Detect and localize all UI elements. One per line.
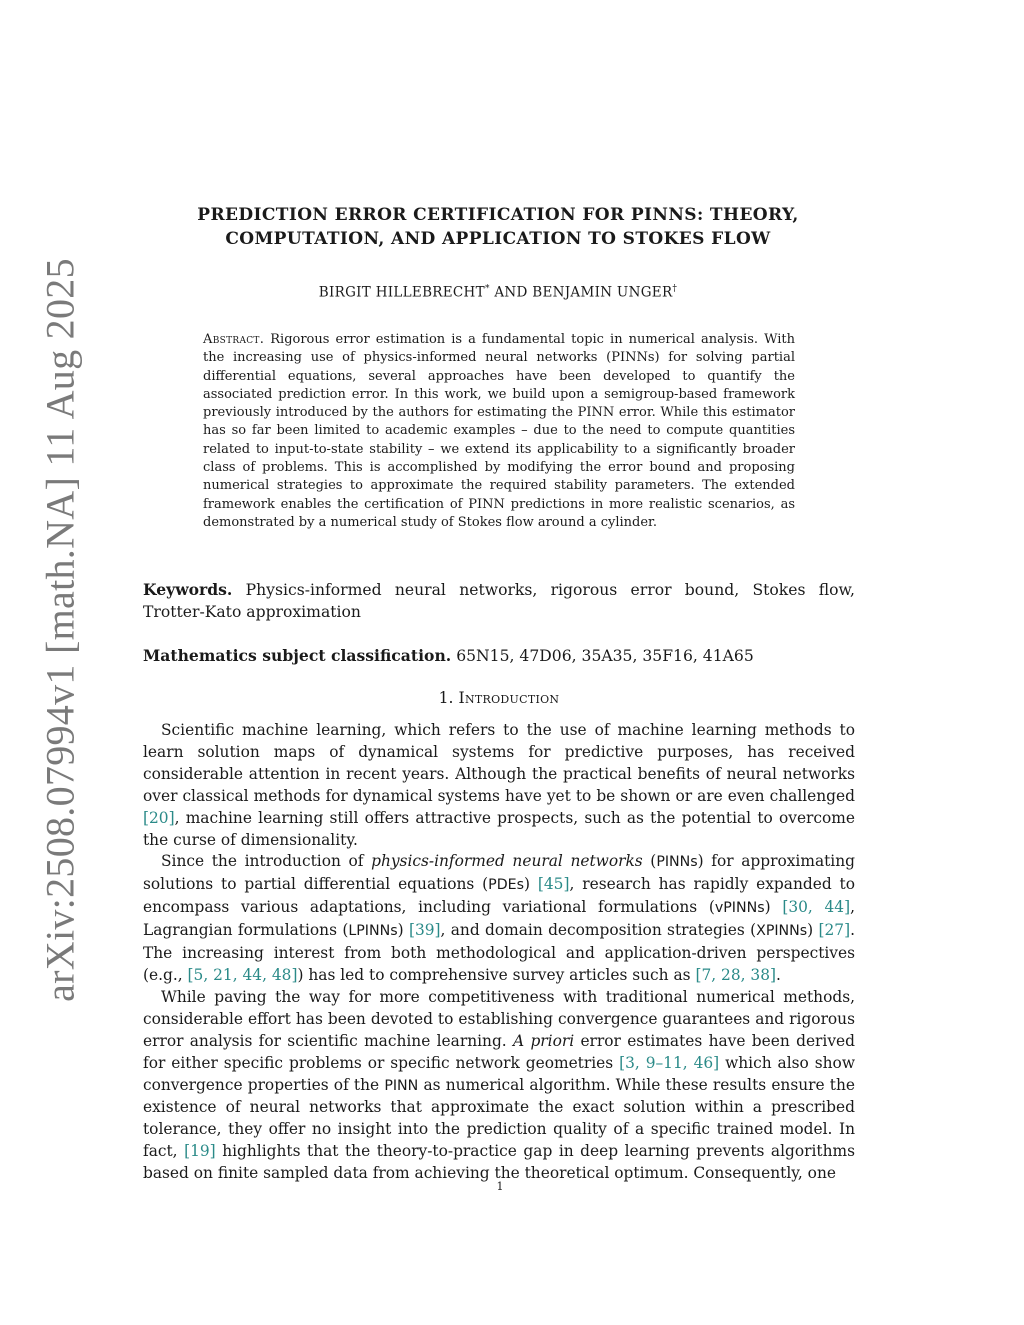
msc-classification — [143, 645, 855, 667]
emphasis: physics-informed neural networks — [371, 852, 643, 871]
keywords-label: Keywords. — [143, 580, 233, 599]
citation-link[interactable]: [30, 44] — [782, 898, 851, 917]
text-run: , research has rapidly expanded to encompass various adaptations, including variational formulations ( — [143, 875, 855, 917]
text-run: . — [776, 965, 781, 984]
citation-link[interactable]: [7, 28, 38] — [695, 965, 776, 984]
text-run: , machine learning still offers attractive prospects, such as the potential to overcome the curse of dimensionality. — [143, 808, 855, 849]
acronym[interactable]: XPINNs — [756, 923, 808, 940]
citation-link[interactable]: [39] — [408, 921, 441, 940]
author-2: BENJAMIN UNGER — [532, 284, 673, 301]
page-number: 1 — [496, 1180, 504, 1193]
text-run: ) has led to comprehensive survey articles such as — [297, 965, 696, 984]
body-text — [143, 720, 855, 1185]
author-separator: AND — [489, 284, 533, 301]
text-run: , and domain decomposition strategies ( — [440, 921, 757, 940]
title-line-1: PREDICTION ERROR CERTIFICATION FOR PINNS: THEORY, — [197, 205, 799, 225]
section-heading — [143, 689, 855, 707]
emphasis: A priori — [513, 1031, 575, 1050]
text-run: ) — [807, 921, 819, 940]
section-title: Introduction — [458, 689, 560, 707]
text-run: ) — [397, 921, 409, 940]
title-line-2: COMPUTATION, AND APPLICATION TO STOKES FLOW — [225, 229, 771, 249]
keywords — [143, 579, 855, 623]
msc-label: Mathematics subject classification. — [143, 646, 452, 665]
text-run: ) — [524, 875, 538, 894]
paragraph-2 — [143, 851, 855, 986]
citation-link[interactable]: [5, 21, 44, 48] — [187, 965, 298, 984]
acronym[interactable]: PDEs — [488, 877, 525, 894]
citation-link[interactable]: [27] — [818, 921, 851, 940]
acronym[interactable]: LPINNs — [348, 923, 398, 940]
text-run: ) — [764, 898, 783, 917]
text-run: ) for approximating solutions to partial differential equations ( — [143, 852, 855, 894]
abstract-label: Abstract. — [203, 332, 265, 347]
paragraph-3 — [143, 987, 855, 1185]
text-run: While paving the way for more competitiveness with traditional numerical methods, considerable effort has been devoted to establishing convergence guarantees and rigorous error analysis for scientific machine learning. — [143, 987, 855, 1050]
acronym[interactable]: PINN — [384, 1077, 419, 1094]
citation-link[interactable]: [45] — [537, 875, 570, 894]
author-list — [140, 284, 856, 301]
text-run: highlights that the theory-to-practice gap in deep learning prevents algorithms based on finite sampled data from achieving the theoretical optimum. Consequently, one — [143, 1142, 855, 1183]
abstract — [203, 331, 795, 532]
text-run: error estimates have been derived for either specific problems or specific network geometries — [143, 1031, 855, 1072]
paragraph-1 — [143, 720, 855, 851]
citation-link[interactable]: [19] — [184, 1142, 216, 1161]
text-run: which also show convergence properties of the — [143, 1053, 855, 1094]
text-run: Scientific machine learning, which refers to the use of machine learning methods to learn solution maps of dynamical systems for predictive purposes, has received considerable attention in recent years. Although the practical benefits of neural networks over classical methods for dynamical systems have yet to be shown or are even challenged — [143, 721, 855, 805]
author-1: BIRGIT HILLEBRECHT — [318, 284, 485, 301]
msc-text: 65N15, 47D06, 35A35, 35F16, 41A65 — [456, 647, 754, 665]
abstract-text: Rigorous error estimation is a fundamental topic in numerical analysis. With the increasing use of physics-informed neural networks (PINNs) for solving partial differential equations, several approaches have been developed to quantify the associated prediction error. In this work, we build upon a semigroup-based framework previously introduced by the authors for estimating the PINN error. While this estimator has so far been limited to academic examples – due to the need to compute quantities related to input-to-state stability – we extend its applicability to a significantly broader class of problems. This is accomplished by modifying the error bound and proposing numerical strategies to approximate the required stability parameters. The extended framework enables the certification of PINN predictions in more realistic scenarios, as demonstrated by a numerical study of Stokes flow around a cylinder. — [203, 332, 795, 530]
paper-title — [140, 203, 856, 251]
arxiv-identifier: arXiv:2508.07994v1 [math.NA] 11 Aug 2025 — [37, 258, 83, 1002]
author-1-footnote-mark: * — [484, 284, 490, 294]
keywords-text: Physics-informed neural networks, rigorous error bound, Stokes flow, Trotter-Kato approximation — [143, 581, 855, 621]
text-run: Since the introduction of — [161, 852, 372, 871]
acronym[interactable]: PINNs — [656, 854, 698, 871]
citation-link[interactable]: [3, 9–11, 46] — [619, 1053, 720, 1072]
text-run: as numerical algorithm. While these results ensure the existence of neural networks that approximate the exact solution within a prescribed tolerance, they offer no insight into the prediction quality of a specific trained model. In fact, — [143, 1075, 855, 1161]
citation-link[interactable]: [20] — [143, 808, 175, 827]
section-number: 1. — [438, 689, 454, 707]
text-run: . The increasing interest from both methodological and application-driven perspectives (e.g., — [143, 921, 856, 984]
text-run: , Lagrangian formulations ( — [143, 898, 855, 940]
text-run: ( — [642, 852, 657, 871]
author-2-footnote-mark: † — [672, 284, 678, 294]
acronym[interactable]: vPINNs — [714, 900, 765, 917]
